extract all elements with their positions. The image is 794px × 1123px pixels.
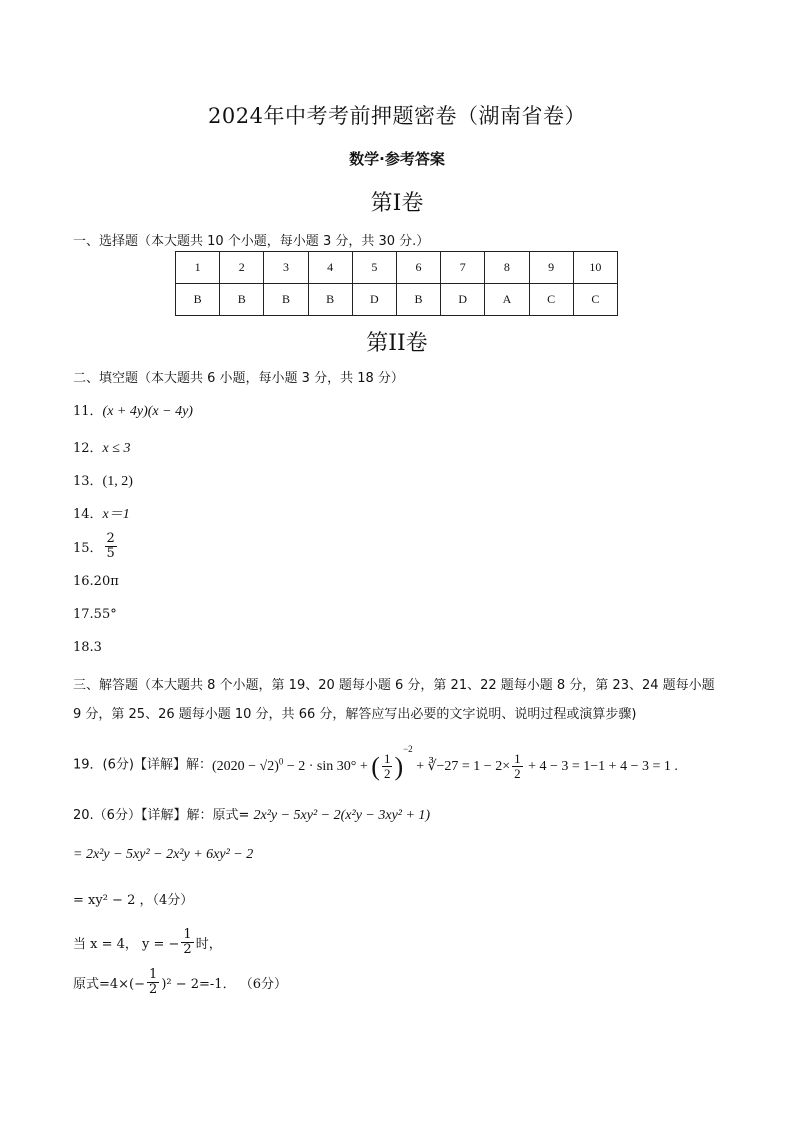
table-cell: 2 <box>220 252 264 284</box>
fill-answer-13 <box>73 470 133 490</box>
solution-20-line4 <box>73 928 222 957</box>
table-row <box>176 252 618 284</box>
expr-part: − 2 · sin 30° + <box>283 759 372 774</box>
document-title: 2024年中考考前押题密卷（湖南省卷） <box>208 104 586 128</box>
volume-2-heading: 第II卷 <box>366 331 428 356</box>
solution-20-line2: = 2x²y − 5xy² − 2x²y + 6xy² − 2 <box>73 847 254 862</box>
table-cell: 10 <box>573 252 617 284</box>
table-cell: 6 <box>396 252 440 284</box>
numerator: 1 <box>383 751 391 767</box>
text-part: 当 x = 4， y = − <box>73 937 180 952</box>
fill-answer-12 <box>73 437 130 457</box>
fill-answer-11 <box>73 400 193 420</box>
section-1-heading: 一、选择题（本大题共 10 个小题，每小题 3 分，共 30 分.） <box>73 234 430 249</box>
fraction <box>105 532 117 561</box>
answer-expression: (1, 2) <box>102 474 133 489</box>
expr-part: + ∛−27 = 1 − 2× <box>412 759 511 774</box>
volume-1-heading: 第Ⅰ卷 <box>370 191 424 216</box>
fill-answer-15 <box>73 532 119 561</box>
table-cell: A <box>485 284 529 316</box>
exponent: 0 <box>278 756 284 767</box>
math-expression <box>211 744 678 782</box>
answer-expression: x ≤ 3 <box>102 441 131 456</box>
document-subtitle: 数学·参考答案 <box>349 150 445 168</box>
question-number: 11． <box>73 404 103 419</box>
numerator: 1 <box>149 967 158 982</box>
denominator: 2 <box>514 766 521 782</box>
table-cell: 8 <box>485 252 529 284</box>
expr-part: + 4 − 3 = 1−1 + 4 − 3 = 1 . <box>524 759 678 774</box>
numerator: 2 <box>106 531 115 546</box>
table-cell: B <box>308 284 352 316</box>
table-cell: C <box>573 284 617 316</box>
table-row <box>176 284 618 316</box>
denominator: 2 <box>183 942 192 957</box>
text-part: 原式=4×(− <box>73 977 146 992</box>
solution-19 <box>73 744 678 782</box>
answer-expression: (x + 4y)(x − 4y) <box>102 404 193 419</box>
fill-answer-14 <box>73 503 130 523</box>
answer-table <box>175 251 618 316</box>
solution-label: 20.（6分）【详解】解：原式= <box>73 808 250 823</box>
numerator: 1 <box>514 751 521 767</box>
table-cell: 1 <box>176 252 220 284</box>
right-paren: ) <box>394 751 404 781</box>
table-cell: B <box>396 284 440 316</box>
table-cell: 7 <box>441 252 485 284</box>
table-cell: B <box>264 284 308 316</box>
fraction <box>382 752 393 781</box>
fill-answer-16: 16.20π <box>73 574 119 589</box>
section-3-heading-line2: 9 分，第 25、26 题每小题 10 分，共 66 分，解答应写出必要的文字说明、说明过程或演算步骤) <box>73 707 637 722</box>
denominator: 2 <box>383 766 391 782</box>
section-2-heading: 二、填空题（本大题共 6 小题，每小题 3 分，共 18 分） <box>73 371 404 386</box>
text-part: )² − 2=-1． （6分） <box>161 977 287 992</box>
solution-20-line3: = xy² − 2 ，（4分） <box>73 893 194 908</box>
fill-answer-18: 18.3 <box>73 640 102 655</box>
solution-label: 19．(6分)【详解】解： <box>73 757 212 773</box>
expr-base: (2020 − √2) <box>211 759 279 774</box>
table-cell: 4 <box>308 252 352 284</box>
table-cell: B <box>176 284 220 316</box>
question-number: 13． <box>73 474 103 489</box>
fraction <box>512 752 523 781</box>
exponent: −2 <box>403 744 413 754</box>
fraction <box>181 928 193 957</box>
fill-answer-17: 17.55° <box>73 607 117 622</box>
table-cell: D <box>441 284 485 316</box>
solution-20-line5 <box>73 968 287 997</box>
text-part: 时， <box>195 937 222 952</box>
solution-20-line1 <box>73 804 430 824</box>
table-cell: C <box>529 284 573 316</box>
left-paren: ( <box>371 751 380 781</box>
numerator: 1 <box>183 927 192 942</box>
answer-expression: x＝1 <box>102 507 130 522</box>
table-cell: B <box>220 284 264 316</box>
table-cell: 5 <box>352 252 396 284</box>
section-3-heading-line1: 三、解答题（本大题共 8 个小题，第 19、20 题每小题 6 分，第 21、22 题每小题 8 分，第 23、24 题每小题 <box>73 678 715 693</box>
question-number: 15． <box>73 541 103 556</box>
table-cell: D <box>352 284 396 316</box>
table-cell: 3 <box>264 252 308 284</box>
fraction <box>147 968 159 997</box>
denominator: 2 <box>149 982 158 997</box>
denominator: 5 <box>106 546 115 561</box>
question-number: 14． <box>73 507 103 522</box>
question-number: 12． <box>73 441 103 456</box>
math-expression: 2x²y − 5xy² − 2(x²y − 3xy² + 1) <box>253 808 431 823</box>
table-cell: 9 <box>529 252 573 284</box>
